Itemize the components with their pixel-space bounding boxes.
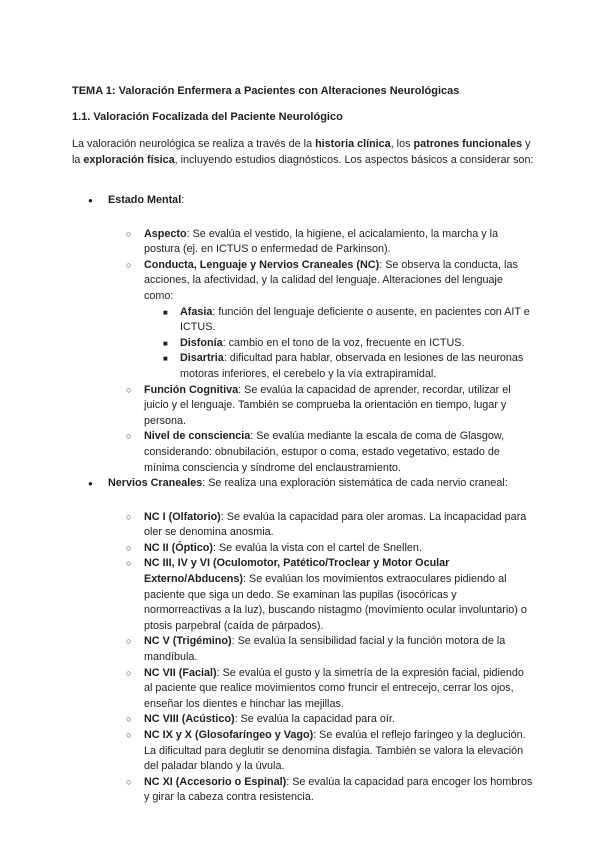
nc910-label: NC IX y X (Glosofaríngeo y Vago) <box>144 729 314 741</box>
estado-mental-sublist <box>108 227 534 477</box>
list-item-nc5 <box>144 634 534 665</box>
aspecto-label: Aspecto <box>144 227 187 240</box>
nc1-text: : Se evalúa la capacidad para oler aromas. La incapacidad para oler se denomina anosmia. <box>144 510 527 539</box>
disartria-text: : dificultad para hablar, observada en lesiones de las neuronas motoras inferiores, el cerebelo y la vía extrapiramidal. <box>180 352 524 380</box>
estado-mental-label: Estado Mental <box>108 194 182 206</box>
nc11-text: : Se evalúa la capacidad para encoger los hombros y girar la cabeza contra resistencia. <box>144 775 533 804</box>
intro-bold-exploracion: exploración física <box>83 153 175 166</box>
list-item-disfonia <box>180 336 534 352</box>
disartria-label: Disartria <box>180 352 224 365</box>
cognitiva-text: : Se evalúa la capacidad de aprender, recordar, utilizar el juicio y el lenguaje. También se comprueba la orientación en tiempo, lugar y persona. <box>144 383 511 427</box>
nc346-text: : Se evalúan los movimientos extraoculares pidiendo al paciente que siga un dedo. Se examinan las pupilas (isocóricas y normorreactivas a la luz), buscando nistagmo (movimiento ocular involuntario) o ptosis parpebral (caída de párpados). <box>144 573 527 632</box>
list-item-aspecto <box>144 227 534 258</box>
list-item-nc2 <box>144 541 534 557</box>
list-item-disartria <box>180 351 534 382</box>
conciencia-label: Nivel de consciencia <box>144 430 251 443</box>
document-title: TEMA 1: Valoración Enfermera a Pacientes con Alteraciones Neurológicas <box>72 85 460 97</box>
main-list <box>108 193 534 806</box>
list-item-funcion-cognitiva <box>144 383 534 430</box>
list-item-nc11 <box>144 775 534 806</box>
disfonia-label: Disfonía <box>180 336 223 349</box>
nervios-text: : Se realiza una exploración sistemática de cada nervio craneal: <box>202 477 508 490</box>
section-heading: 1.1. Valoración Focalizada del Paciente Neurológico <box>72 111 343 123</box>
nc2-text: : Se evalúa la vista con el cartel de Snellen. <box>212 541 422 554</box>
nc5-text: : Se evalúa la sensibilidad facial y la función motora de la mandíbula. <box>144 635 506 664</box>
intro-text-3: y la <box>72 138 531 166</box>
afasia-label: Afasia <box>180 305 213 318</box>
nc11-label: NC XI (Accesorio o Espinal) <box>144 775 287 788</box>
nc2-label: NC II (Óptico) <box>144 541 213 554</box>
list-item-nivel-consciencia <box>144 429 534 476</box>
conducta-sublist <box>144 305 534 383</box>
intro-text-2: , los <box>390 138 414 150</box>
conciencia-text: : Se evalúa mediante la escala de coma de Glasgow, considerando: obnubilación, estupor o coma, estado vegetativo, estado de mínima consciencia y síndrome del enclaustramiento. <box>144 430 505 474</box>
estado-mental-suffix: : <box>181 194 185 206</box>
list-item-nc9-10 <box>144 728 534 775</box>
afasia-text: : función del lenguaje deficiente o ausente, en pacientes con AIT e ICTUS. <box>180 305 530 334</box>
nc5-label: NC V (Trigémino) <box>144 635 232 648</box>
list-item-nc8 <box>144 712 534 728</box>
list-item-nc1 <box>144 510 534 541</box>
intro-paragraph <box>72 137 534 168</box>
nc1-label: NC I (Olfatorio) <box>144 510 221 523</box>
list-item-nervios-craneales <box>108 476 534 806</box>
nc910-text: : Se evalúa el reflejo faríngeo y la deglución. La dificultad para deglutir se denomina disfagia. También se valora la elevación del paladar blando y la úvula. <box>144 729 526 773</box>
disfonia-text: : cambio en el tono de la voz, frecuente en ICTUS. <box>222 336 465 349</box>
nervios-label: Nervios Craneales <box>108 477 203 490</box>
intro-text-1: La valoración neurológica se realiza a través de la <box>72 138 316 150</box>
list-item-afasia <box>180 305 534 336</box>
conducta-text: : Se observa la conducta, las acciones, la afectividad, y la calidad del lenguaje. Alteraciones del lenguaje como: <box>144 258 518 302</box>
nc7-text: : Se evalúa el gusto y la simetría de la expresión facial, pidiendo al paciente que realice movimientos como fruncir el entrecejo, cerrar los ojos, enseñar los dientes e hinchar las mejillas. <box>144 666 524 710</box>
aspecto-text: : Se evalúa el vestido, la higiene, el acicalamiento, la marcha y la postura (ej. en ICTUS o enfermedad de Parkinson). <box>144 227 499 256</box>
list-item-nc3-4-6 <box>144 556 534 634</box>
cognitiva-label: Función Cognitiva <box>144 383 239 396</box>
nc8-text: : Se evalúa la capacidad para oír. <box>234 713 395 726</box>
nc7-label: NC VII (Facial) <box>144 666 217 679</box>
nervios-sublist <box>108 510 534 806</box>
conducta-label: Conducta, Lenguaje y Nervios Craneales (NC) <box>144 258 380 271</box>
nc346-label: NC III, IV y VI (Oculomotor, Patético/Troclear y Motor Ocular Externo/Abducens) <box>144 557 450 586</box>
list-item-nc7 <box>144 666 534 713</box>
nc8-label: NC VIII (Acústico) <box>144 713 235 726</box>
intro-bold-historia: historia clínica <box>315 138 391 150</box>
list-item-conducta <box>144 258 534 383</box>
intro-text-4: , incluyendo estudios diagnósticos. Los aspectos básicos a considerar son: <box>174 153 534 166</box>
intro-bold-patrones: patrones funcionales <box>413 138 523 150</box>
list-item-estado-mental <box>108 193 534 476</box>
